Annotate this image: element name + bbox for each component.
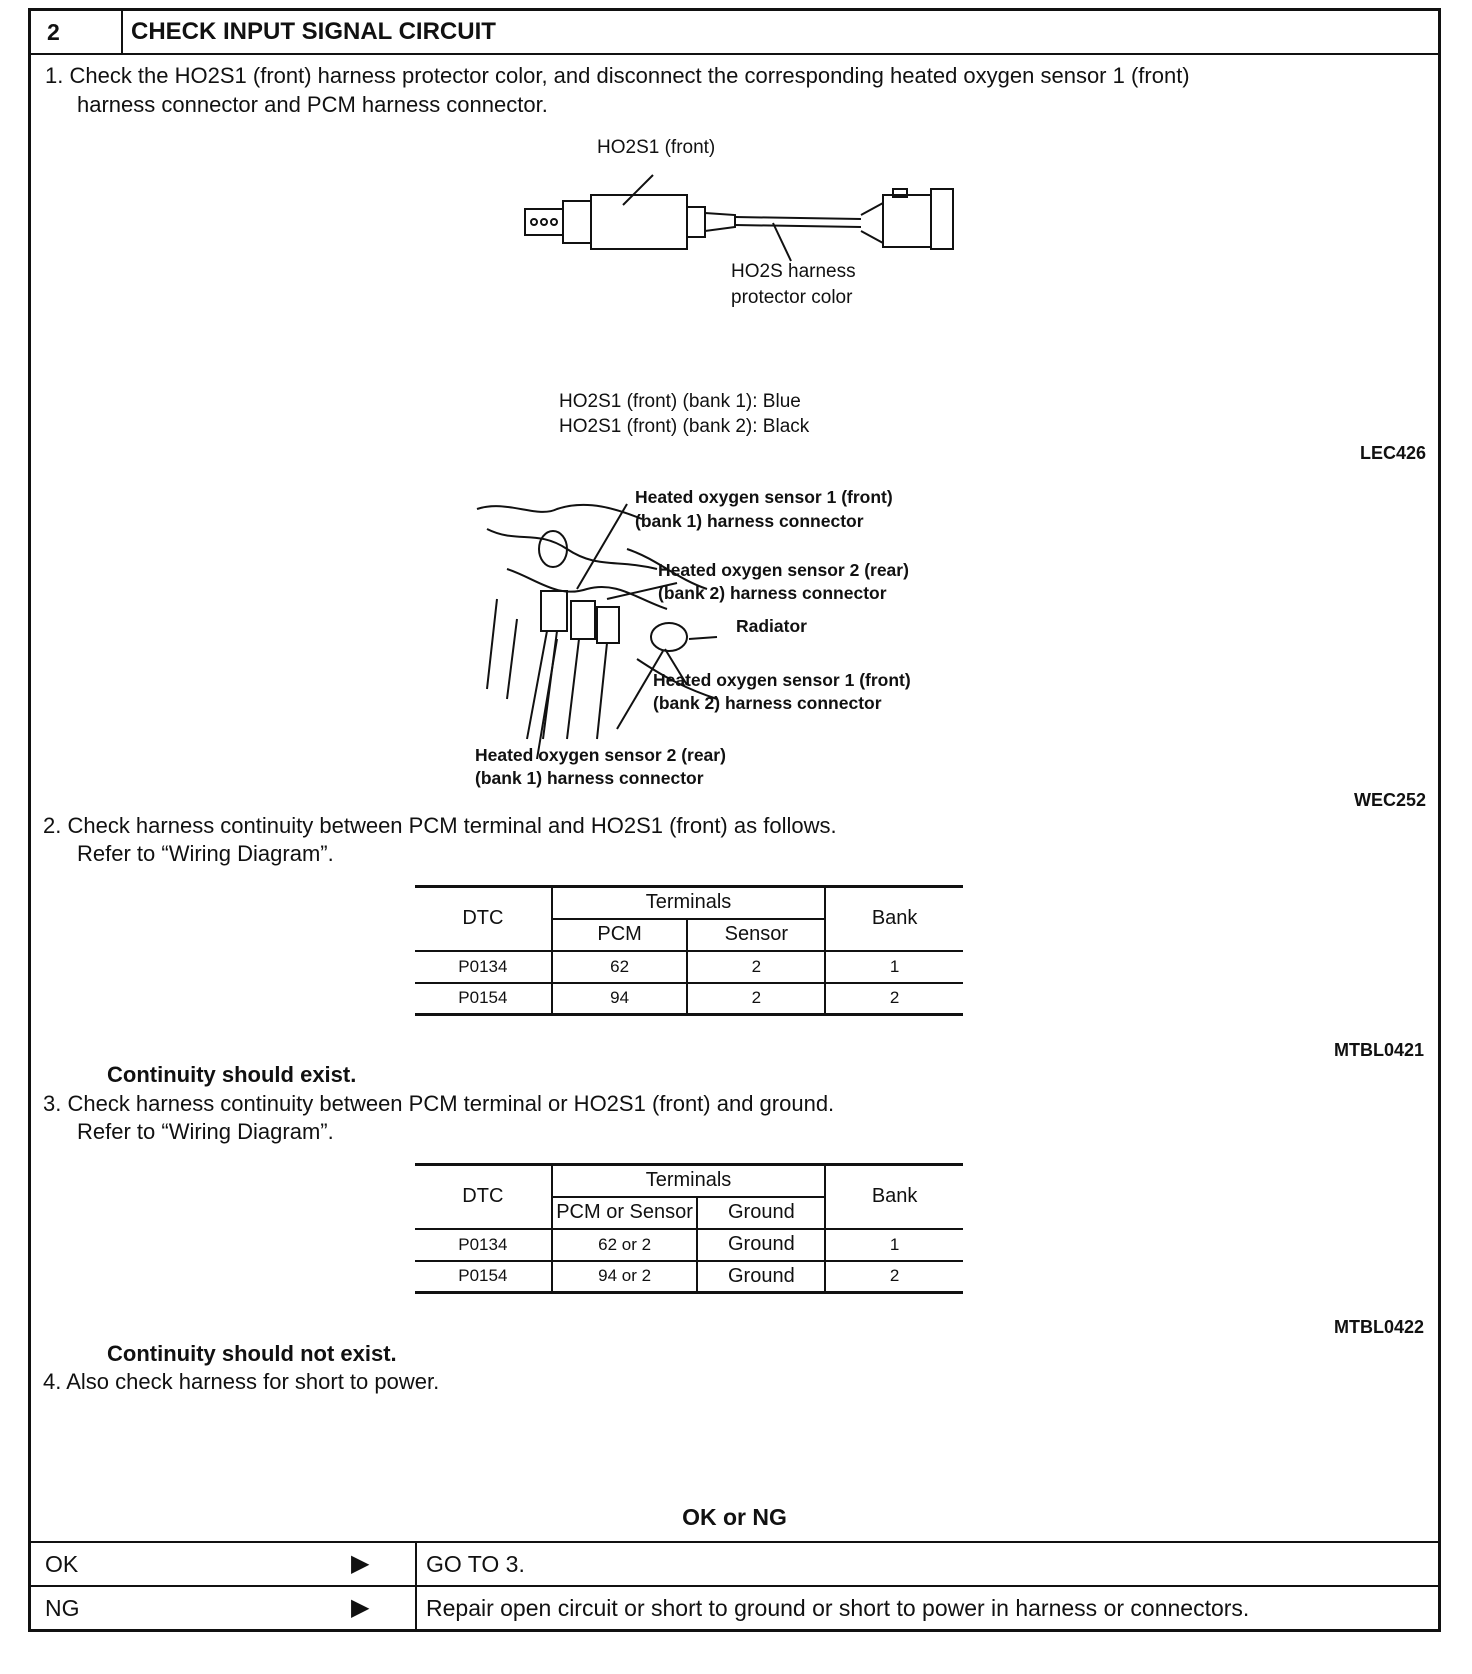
cell-bank: 2 bbox=[825, 983, 963, 1015]
step3-line2: Refer to “Wiring Diagram”. bbox=[77, 1119, 334, 1144]
cell-dtc: P0134 bbox=[415, 951, 552, 983]
fig1-label-harness-2: protector color bbox=[731, 287, 853, 308]
cell-bank: 1 bbox=[825, 951, 963, 983]
step2-line2: Refer to “Wiring Diagram”. bbox=[77, 841, 334, 866]
step-number: 2 bbox=[31, 11, 123, 53]
procedure-header bbox=[31, 11, 1438, 55]
ok-ng-heading: OK or NG bbox=[682, 1504, 787, 1530]
fig2-code: WEC252 bbox=[1353, 790, 1426, 810]
table-row bbox=[415, 983, 963, 1015]
ng-label: NG bbox=[45, 1595, 80, 1621]
fig2-label-2b: (bank 2) harness connector bbox=[658, 583, 887, 603]
result-ok-row bbox=[31, 1541, 1438, 1585]
step1-line2: harness connector and PCM harness connector. bbox=[77, 92, 548, 117]
cell-pcm: 62 bbox=[552, 951, 688, 983]
step1-line1: 1. Check the HO2S1 (front) harness protector color, and disconnect the corresponding heated oxygen sensor 1 (front) bbox=[45, 63, 1190, 88]
cell-ground: Ground bbox=[697, 1261, 825, 1293]
step3-result: Continuity should not exist. bbox=[107, 1341, 397, 1366]
step2-line1: 2. Check harness continuity between PCM terminal and HO2S1 (front) as follows. bbox=[43, 813, 837, 838]
col-bank: Bank bbox=[825, 1165, 963, 1229]
fig1-bank1-color: HO2S1 (front) (bank 1): Blue bbox=[559, 391, 801, 412]
continuity-table bbox=[415, 885, 963, 1016]
cell-ground: Ground bbox=[697, 1229, 825, 1261]
table2-code: MTBL0422 bbox=[1333, 1317, 1424, 1337]
fig1-label-top: HO2S1 (front) bbox=[597, 137, 716, 158]
fig2-label-1b: (bank 1) harness connector bbox=[635, 511, 864, 531]
fig2-label-radiator: Radiator bbox=[736, 616, 807, 636]
cell-pcm: 94 bbox=[552, 983, 688, 1015]
col-pcm-or-sensor: PCM or Sensor bbox=[552, 1197, 698, 1229]
fig2-label-4b: (bank 2) harness connector bbox=[653, 693, 882, 713]
fig2-label-5a: Heated oxygen sensor 2 (rear) bbox=[475, 745, 726, 765]
result-ng-row bbox=[31, 1585, 1438, 1629]
step3-line1: 3. Check harness continuity between PCM terminal or HO2S1 (front) and ground. bbox=[43, 1091, 835, 1116]
cell-dtc: P0154 bbox=[415, 983, 552, 1015]
procedure-frame bbox=[28, 8, 1441, 1632]
fig2-label-5b: (bank 1) harness connector bbox=[475, 768, 704, 788]
fig2-label-4a: Heated oxygen sensor 1 (front) bbox=[653, 670, 911, 690]
cell-sensor: 2 bbox=[687, 951, 825, 983]
ok-label: OK bbox=[45, 1551, 79, 1577]
col-dtc: DTC bbox=[415, 1165, 552, 1229]
ok-arrow-icon: ▶ bbox=[351, 1550, 370, 1577]
ground-continuity-table bbox=[415, 1163, 963, 1294]
table-row bbox=[415, 1229, 963, 1261]
cell-bank: 2 bbox=[825, 1261, 963, 1293]
step2-result: Continuity should exist. bbox=[107, 1062, 357, 1087]
ng-arrow-icon: ▶ bbox=[351, 1594, 370, 1621]
col-dtc: DTC bbox=[415, 887, 552, 951]
cell-terminal: 62 or 2 bbox=[552, 1229, 698, 1261]
col-ground: Ground bbox=[697, 1197, 825, 1229]
col-bank: Bank bbox=[825, 887, 963, 951]
ok-action: GO TO 3. bbox=[426, 1551, 525, 1577]
oxygen-sensor-illustration bbox=[521, 161, 961, 271]
col-pcm: PCM bbox=[552, 919, 688, 951]
cell-bank: 1 bbox=[825, 1229, 963, 1261]
table1-code: MTBL0421 bbox=[1333, 1040, 1424, 1060]
col-sensor: Sensor bbox=[687, 919, 825, 951]
cell-dtc: P0154 bbox=[415, 1261, 552, 1293]
ng-action: Repair open circuit or short to ground or short to power in harness or connectors. bbox=[426, 1595, 1250, 1621]
table-row bbox=[415, 951, 963, 983]
step4-line1: 4. Also check harness for short to power. bbox=[43, 1369, 440, 1394]
fig1-bank2-color: HO2S1 (front) (bank 2): Black bbox=[559, 416, 810, 437]
cell-sensor: 2 bbox=[687, 983, 825, 1015]
col-terminals: Terminals bbox=[552, 887, 826, 919]
cell-terminal: 94 or 2 bbox=[552, 1261, 698, 1293]
col-terminals: Terminals bbox=[552, 1165, 826, 1197]
table-row bbox=[415, 1261, 963, 1293]
fig2-label-1a: Heated oxygen sensor 1 (front) bbox=[635, 487, 893, 507]
cell-dtc: P0134 bbox=[415, 1229, 552, 1261]
fig2-label-2a: Heated oxygen sensor 2 (rear) bbox=[658, 560, 909, 580]
step-title: CHECK INPUT SIGNAL CIRCUIT bbox=[131, 18, 496, 45]
fig1-code: LEC426 bbox=[1359, 443, 1426, 463]
fig1-label-harness-1: HO2S harness bbox=[731, 261, 856, 282]
